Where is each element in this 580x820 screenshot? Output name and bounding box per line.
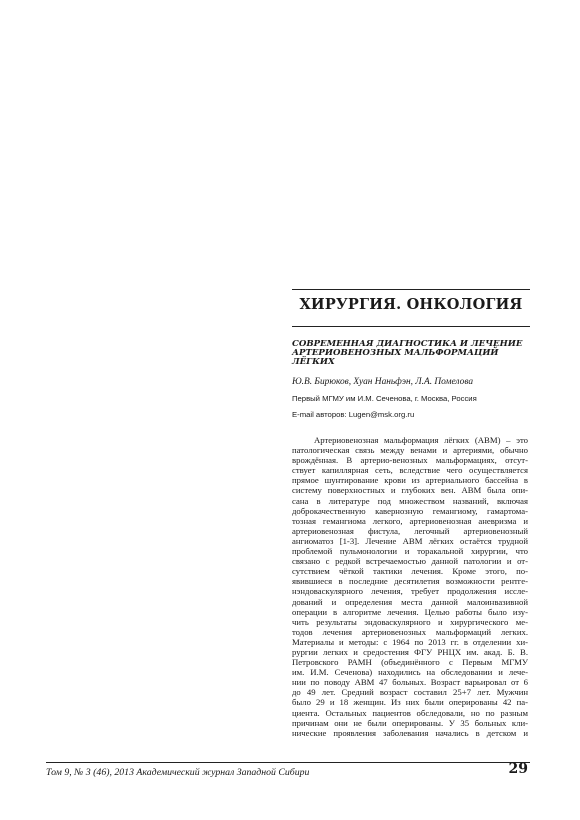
article-title (292, 340, 532, 368)
body-line: дований и определения места данной малоинвазивной (292, 596, 528, 607)
body-line: явившиеся в последние десятилетия возможности рентге- (292, 576, 528, 587)
body-line: им. И.М. Сеченова) находились на обследовании и лече- (292, 667, 528, 678)
body-line: связано с редкой встречаемостью данной патологии и от- (292, 556, 528, 567)
body-line: проблемой пульмонологии и торакальной хирургии, что (292, 546, 528, 557)
body-line: рургии легких и средостения ФГУ РНЦХ им. акад. Б. В. (292, 646, 528, 657)
body-line: артериовенозная фистула, легочный артериовенозный (292, 525, 528, 536)
article-title-line: ЛЁГКИХ (292, 357, 335, 368)
article-affiliation: Первый МГМУ им И.М. Сеченова, г. Москва, Россия (292, 394, 477, 403)
body-line: врождённая. В артерио-венозных мальформациях, отсут- (292, 455, 528, 466)
body-line: нии по поводу АВМ 47 больных. Возраст варьировал от 6 (292, 677, 528, 688)
section-top-rule (292, 289, 530, 290)
body-line: патологическая связь между венами и артериями, обычно (292, 445, 528, 456)
body-line: до 49 лет. Средний возраст составил 25+7 лет. Мужчин (292, 687, 528, 698)
body-line: ангиоматоз [1-3]. Лечение АВМ лёгких остаётся трудной (292, 535, 528, 546)
body-line: было 29 и 18 женщин. Из них были оперированы 42 па- (292, 697, 528, 708)
body-line: Петровского РАМН (объединённого с Первым МГМУ (292, 657, 528, 668)
body-line: сана в литературе под множеством названий, включая (292, 495, 528, 506)
body-line: нические проявления заболевания начались в детском и (292, 727, 528, 738)
article-title-line: СОВРЕМЕННАЯ ДИАГНОСТИКА И ЛЕЧЕНИЕ (292, 339, 523, 349)
section-title: ХИРУРГИЯ. ОНКОЛОГИЯ (299, 296, 523, 313)
section-bottom-rule (292, 326, 530, 327)
body-line: сутствием чёткой тактики лечения. Кроме этого, по- (292, 566, 528, 577)
body-line: причинам они не были оперированы. У 35 больных кли- (292, 717, 528, 728)
page-number: 29 (508, 761, 528, 777)
body-line: тозная гемангиома легкого, артериовенозная аневризма и (292, 515, 528, 526)
body-line: доброкачественную кавернозную гемангиому, гамартома- (292, 505, 528, 516)
article-title-line: АРТЕРИОВЕНОЗНЫХ МАЛЬФОРМАЦИЙ (292, 348, 499, 359)
article-email: E-mail авторов: Lugen@msk.org.ru (292, 410, 415, 419)
footer-rule (46, 762, 530, 763)
body-line: прямое шунтирование крови из артериального бассейна в (292, 475, 528, 486)
body-line: Артериовенозная мальформация лёгких (АВМ) – это (314, 435, 528, 445)
body-line: Материалы и методы: с 1964 по 2013 гг. в отделении хи- (292, 636, 528, 647)
body-line: операции в алгоритме лечения. Целью работы было изу- (292, 606, 528, 617)
body-line: циента. Остальных пациентов обследовали, но по разным (292, 707, 528, 718)
footer-journal-info: Том 9, № 3 (46), 2013 Академический журнал Западной Сибири (46, 767, 310, 778)
body-line: нэндоваскулярного лечения, требует продолжения иссле- (292, 586, 528, 597)
article-authors: Ю.В. Бирюков, Хуан Наньфэн, Л.А. Помелова (292, 377, 474, 387)
body-line: систему поверхностных и глубоких вен. АВМ была опи- (292, 485, 528, 496)
body-line: тодов лечения артериовенозных мальформаций легких. (292, 626, 528, 637)
article-body (292, 435, 528, 738)
body-line: чить результаты эндоваскулярного и хирургического ме- (292, 616, 528, 627)
body-line: ствует капиллярная сеть, вследствие чего осуществляется (292, 465, 528, 476)
